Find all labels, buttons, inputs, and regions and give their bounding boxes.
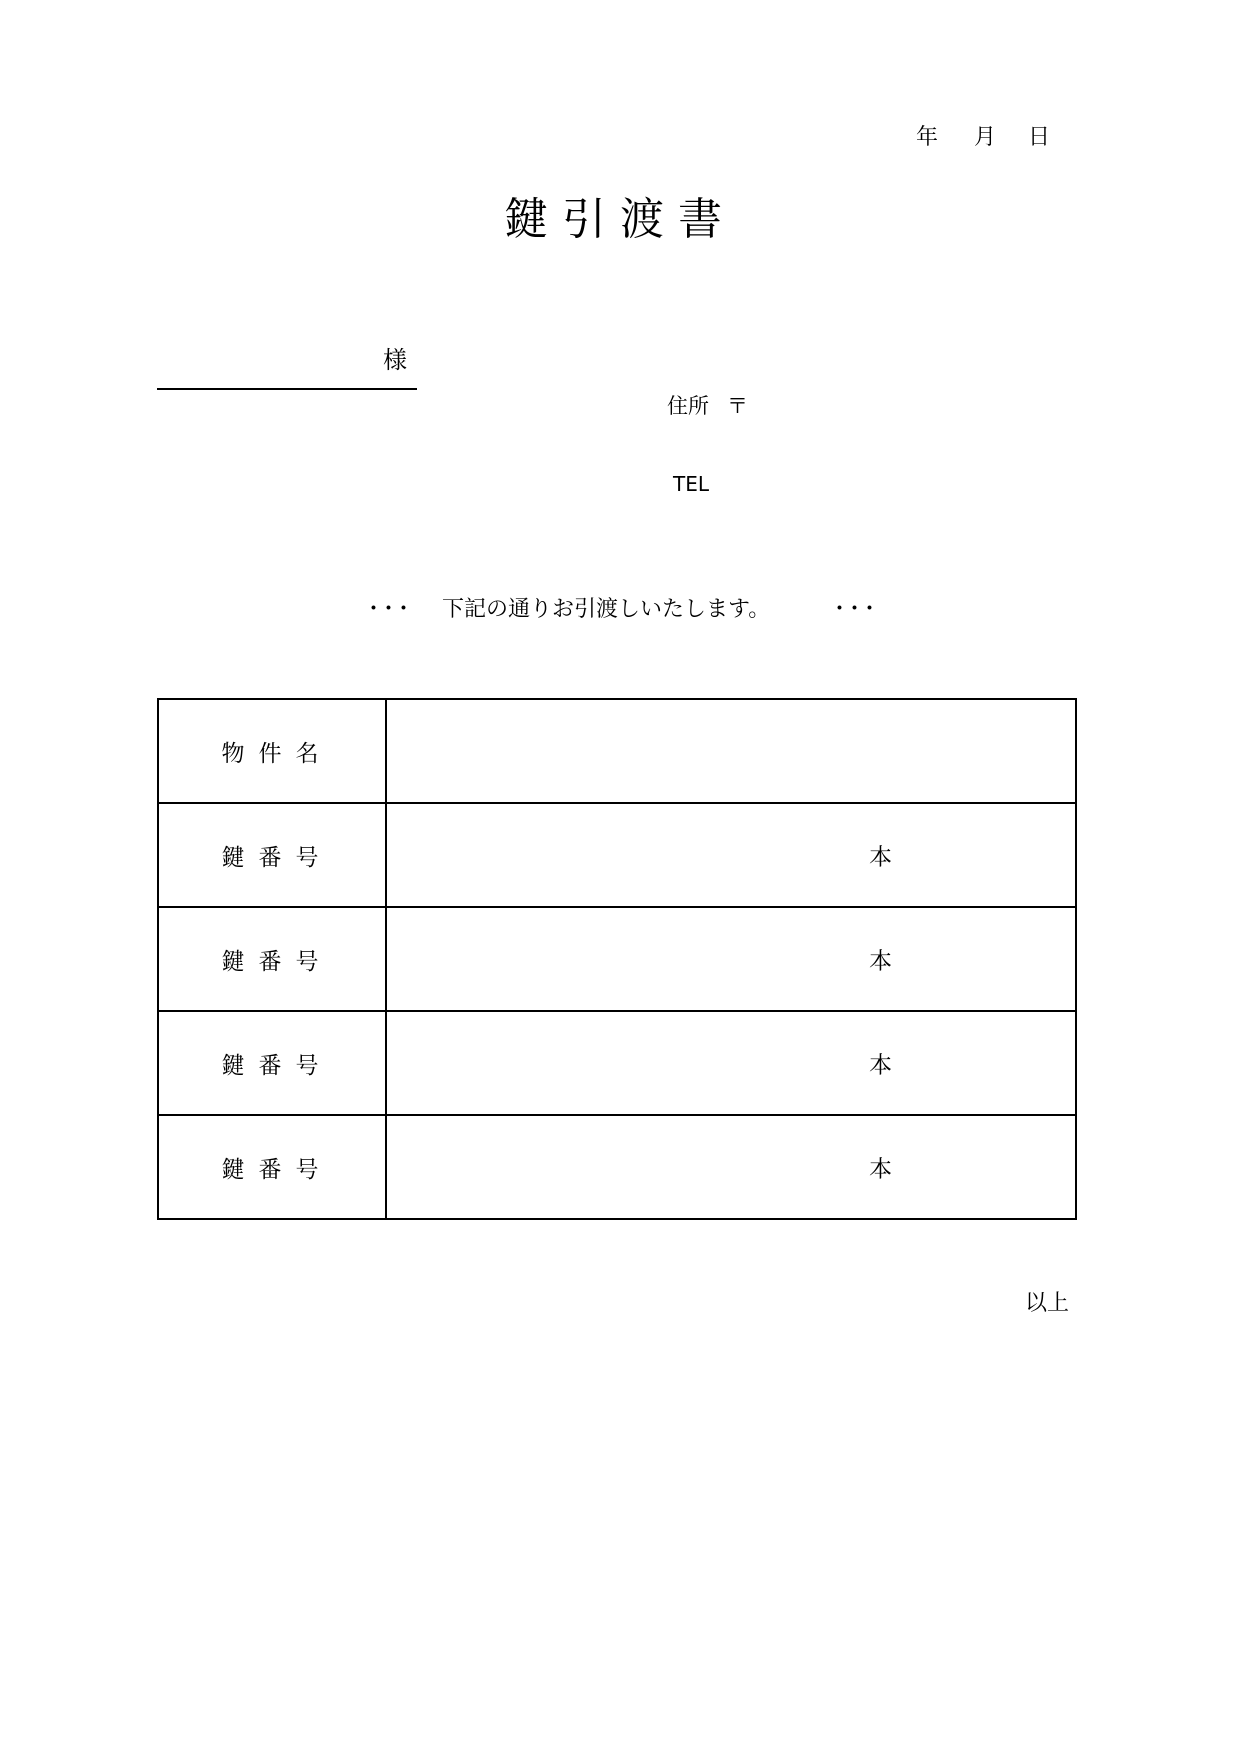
key-count-unit: 本 (869, 1156, 892, 1183)
closing-remark: 以上 (1025, 1291, 1070, 1316)
key-number-field (386, 907, 1076, 1011)
table-row (158, 1115, 1076, 1219)
key-count-unit: 本 (869, 1052, 892, 1079)
key-handover-table (157, 698, 1077, 1220)
key-number-field (386, 1011, 1076, 1115)
table-row (158, 1011, 1076, 1115)
key-number-label: 鍵番号 (158, 803, 386, 907)
recipient-honorific: 様 (383, 346, 407, 374)
intro-dots-right: ･･･ (834, 597, 880, 622)
tel-label: TEL (673, 472, 709, 496)
intro-dots-left: ･･･ (368, 597, 414, 622)
key-number-label: 鍵番号 (158, 1011, 386, 1115)
key-number-label: 鍵番号 (158, 1115, 386, 1219)
key-number-field (386, 1115, 1076, 1219)
address-label: 住所 (667, 394, 709, 418)
date-month-label: 月 (974, 125, 997, 150)
property-name-label: 物件名 (158, 699, 386, 803)
intro-text: 下記の通りお引渡しいたします。 (442, 597, 771, 622)
intro-statement (0, 592, 1240, 628)
date-field (900, 120, 1160, 150)
recipient-name-line (157, 388, 417, 390)
table-row (158, 699, 1076, 803)
key-count-unit: 本 (869, 844, 892, 871)
key-number-label: 鍵番号 (158, 907, 386, 1011)
property-name-field (386, 699, 1076, 803)
document-title: 鍵引渡書 (504, 194, 736, 245)
key-count-unit: 本 (869, 948, 892, 975)
date-year-label: 年 (916, 125, 939, 150)
table-row (158, 803, 1076, 907)
table-row (158, 907, 1076, 1011)
key-number-field (386, 803, 1076, 907)
date-day-label: 日 (1028, 125, 1051, 150)
postal-mark: 〒 (727, 394, 748, 418)
